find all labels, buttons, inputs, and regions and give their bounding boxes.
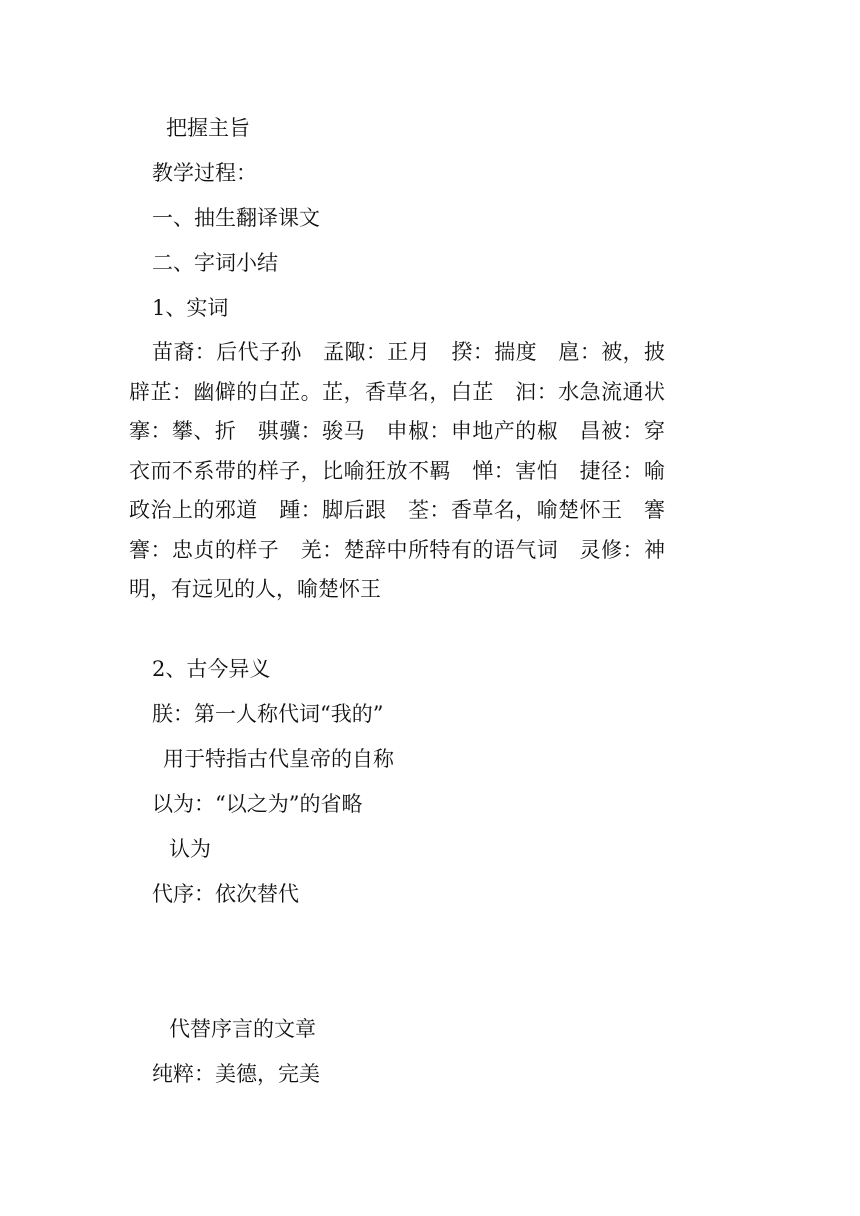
line-section-2: 二、字词小结: [152, 251, 278, 275]
line-daixu: 代序：依次替代: [152, 882, 299, 906]
line-subsection-ancient-modern: 2、古今异义: [152, 657, 271, 681]
line-grasp-theme: 把握主旨: [166, 116, 250, 140]
vocabulary-paragraph: 苗裔：后代子孙 孟陬：正月 揆：揣度 扈：被，披 辟芷：幽僻的白芷。芷，香草名，白芷 汩：水急流通状 搴：攀、折 骐骥：骏马 申椒：申地产的椒 昌被：穿衣而不系带的样子，比喻狂放不羁 惮：害怕 捷径：喻政治上的邪道 踵：脚后跟 荃：香草名，喻楚怀王 謇謇：忠贞的样子 羌：楚辞中所特有的语气词 灵修：神明，有远见的人，喻楚怀王: [129, 340, 686, 601]
line-yiwei-modern: 认为: [169, 837, 211, 861]
line-zhen: 朕：第一人称代词“我的”: [152, 702, 384, 726]
line-chuncui: 纯粹：美德，完美: [152, 1062, 320, 1086]
line-zhen-modern: 用于特指古代皇帝的自称: [163, 747, 394, 771]
line-subsection-content-words: 1、实词: [152, 296, 229, 320]
line-teaching-process: 教学过程：: [152, 161, 257, 185]
line-yiwei: 以为：“以之为”的省略: [152, 792, 363, 816]
line-daixu-modern: 代替序言的文章: [169, 1017, 316, 1041]
line-section-1: 一、抽生翻译课文: [152, 206, 320, 230]
